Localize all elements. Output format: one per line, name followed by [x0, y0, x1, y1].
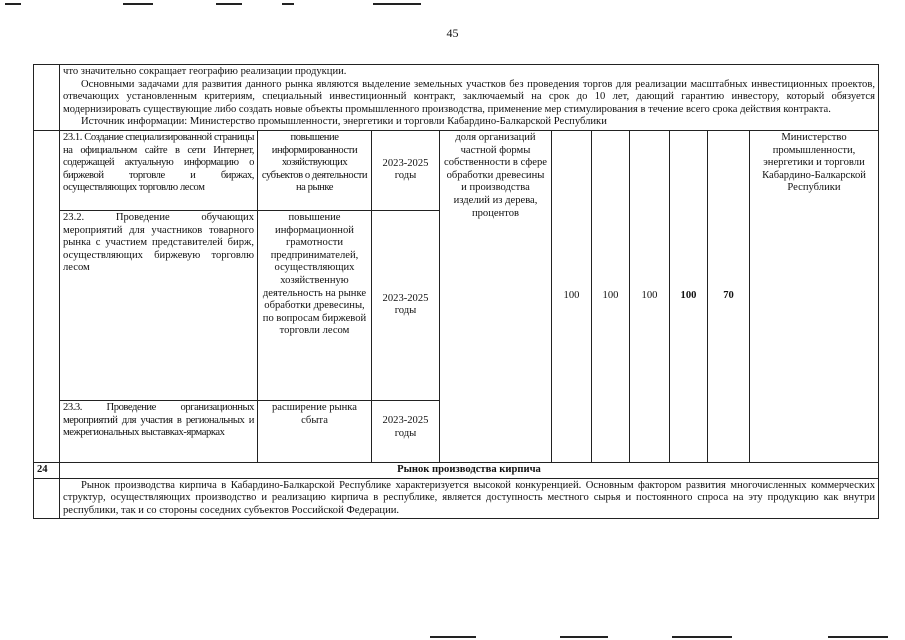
scan-line	[282, 3, 294, 5]
number-cell-empty	[34, 130, 60, 462]
value-cell: 100	[630, 130, 670, 462]
page-number: 45	[446, 26, 459, 40]
number-cell-empty	[34, 478, 60, 519]
tasks-paragraph: Основными задачами для развития данного рынка являются выделение земельных участков без проведения торгов для реализации масштабных инвестиционных проектов, отвечающих установленным критериям, специальный инвестиционный контракт, заключаемый на срок до 10 лет, дающий гарантию инвестору, который обязуется модернизировать существующие либо создать новые объекты промышленного производства, применение мер стимулирования в течение всего срока действия контракта.	[63, 78, 876, 115]
measure-result: повышение информированности хозяйствующих субъектов о деятельности на рынке	[258, 130, 372, 210]
measure-period: 2023-2025 годы	[372, 400, 440, 462]
scan-line	[216, 3, 242, 5]
scan-line	[672, 636, 732, 638]
scan-line	[828, 636, 888, 638]
scan-line	[123, 3, 153, 5]
section-title: Рынок производства кирпича	[60, 462, 879, 478]
section-text-row	[34, 478, 879, 519]
measure-name: 23.3. Проведение организационных мероприятий для участия в региональных и межрегиональных выставках-ярмарках	[60, 400, 258, 462]
measure-name: 23.1. Создание специализированной страницы на официальном сайте в сети Интернет, содержащей актуальную информацию о биржевой торговле и биржах, осуществляющих торговлю лесом	[60, 130, 258, 210]
scan-line	[5, 3, 21, 5]
scan-line	[373, 3, 421, 5]
section-paragraph: Рынок производства кирпича в Кабардино-Балкарской Республике характеризуется высокой конкуренцией. Основным фактором развития многочисленных коммерческих структур, осуществляющих производство и реализацию кирпича в республике, является доступность местного сырья и постоянного спроса на эту продукцию как внутри республики, так и со стороны соседних субъектов Российской Федерации.	[63, 479, 876, 516]
source-line: Источник информации: Министерство промышленности, энергетики и торговли Кабардино-Балкарской Республики	[81, 116, 607, 128]
measure-name: 23.2. Проведение обучающих мероприятий для участников товарного рынка с участием представителей бирж, осуществляющих биржевую торговлю лесом	[60, 210, 258, 400]
measure-period: 2023-2025 годы	[372, 210, 440, 400]
document-table	[33, 64, 879, 519]
value-cell: 70	[708, 130, 750, 462]
indicator-cell: доля организаций частной формы собственности в сфере обработки древесины и производства изделий из дерева, процентов	[440, 130, 552, 462]
scan-line	[560, 636, 608, 638]
section-text	[60, 478, 879, 519]
number-cell-empty	[34, 65, 60, 131]
measure-period: 2023-2025 годы	[372, 130, 440, 210]
section-number: 24	[34, 462, 60, 478]
measure-result: расширение рынка сбыта	[258, 400, 372, 462]
continuation-row	[34, 65, 879, 131]
value-cell: 100	[552, 130, 592, 462]
continuation-line: что значительно сокращает географию реализации продукции.	[63, 66, 347, 77]
measure-row-23-1	[34, 130, 879, 210]
section-header-row	[34, 462, 879, 478]
value-cell: 100	[592, 130, 630, 462]
scan-line	[430, 636, 476, 638]
measure-result: повышение информационной грамотности предпринимателей, осуществляющих хозяйственную деятельность на рынке обработки древесины, по вопросам биржевой торговли лесом	[258, 210, 372, 400]
value-cell: 100	[670, 130, 708, 462]
continuation-text	[60, 65, 879, 131]
responsible-cell: Министерство промышленности, энергетики и торговли Кабардино-Балкарской Республики	[750, 130, 879, 462]
